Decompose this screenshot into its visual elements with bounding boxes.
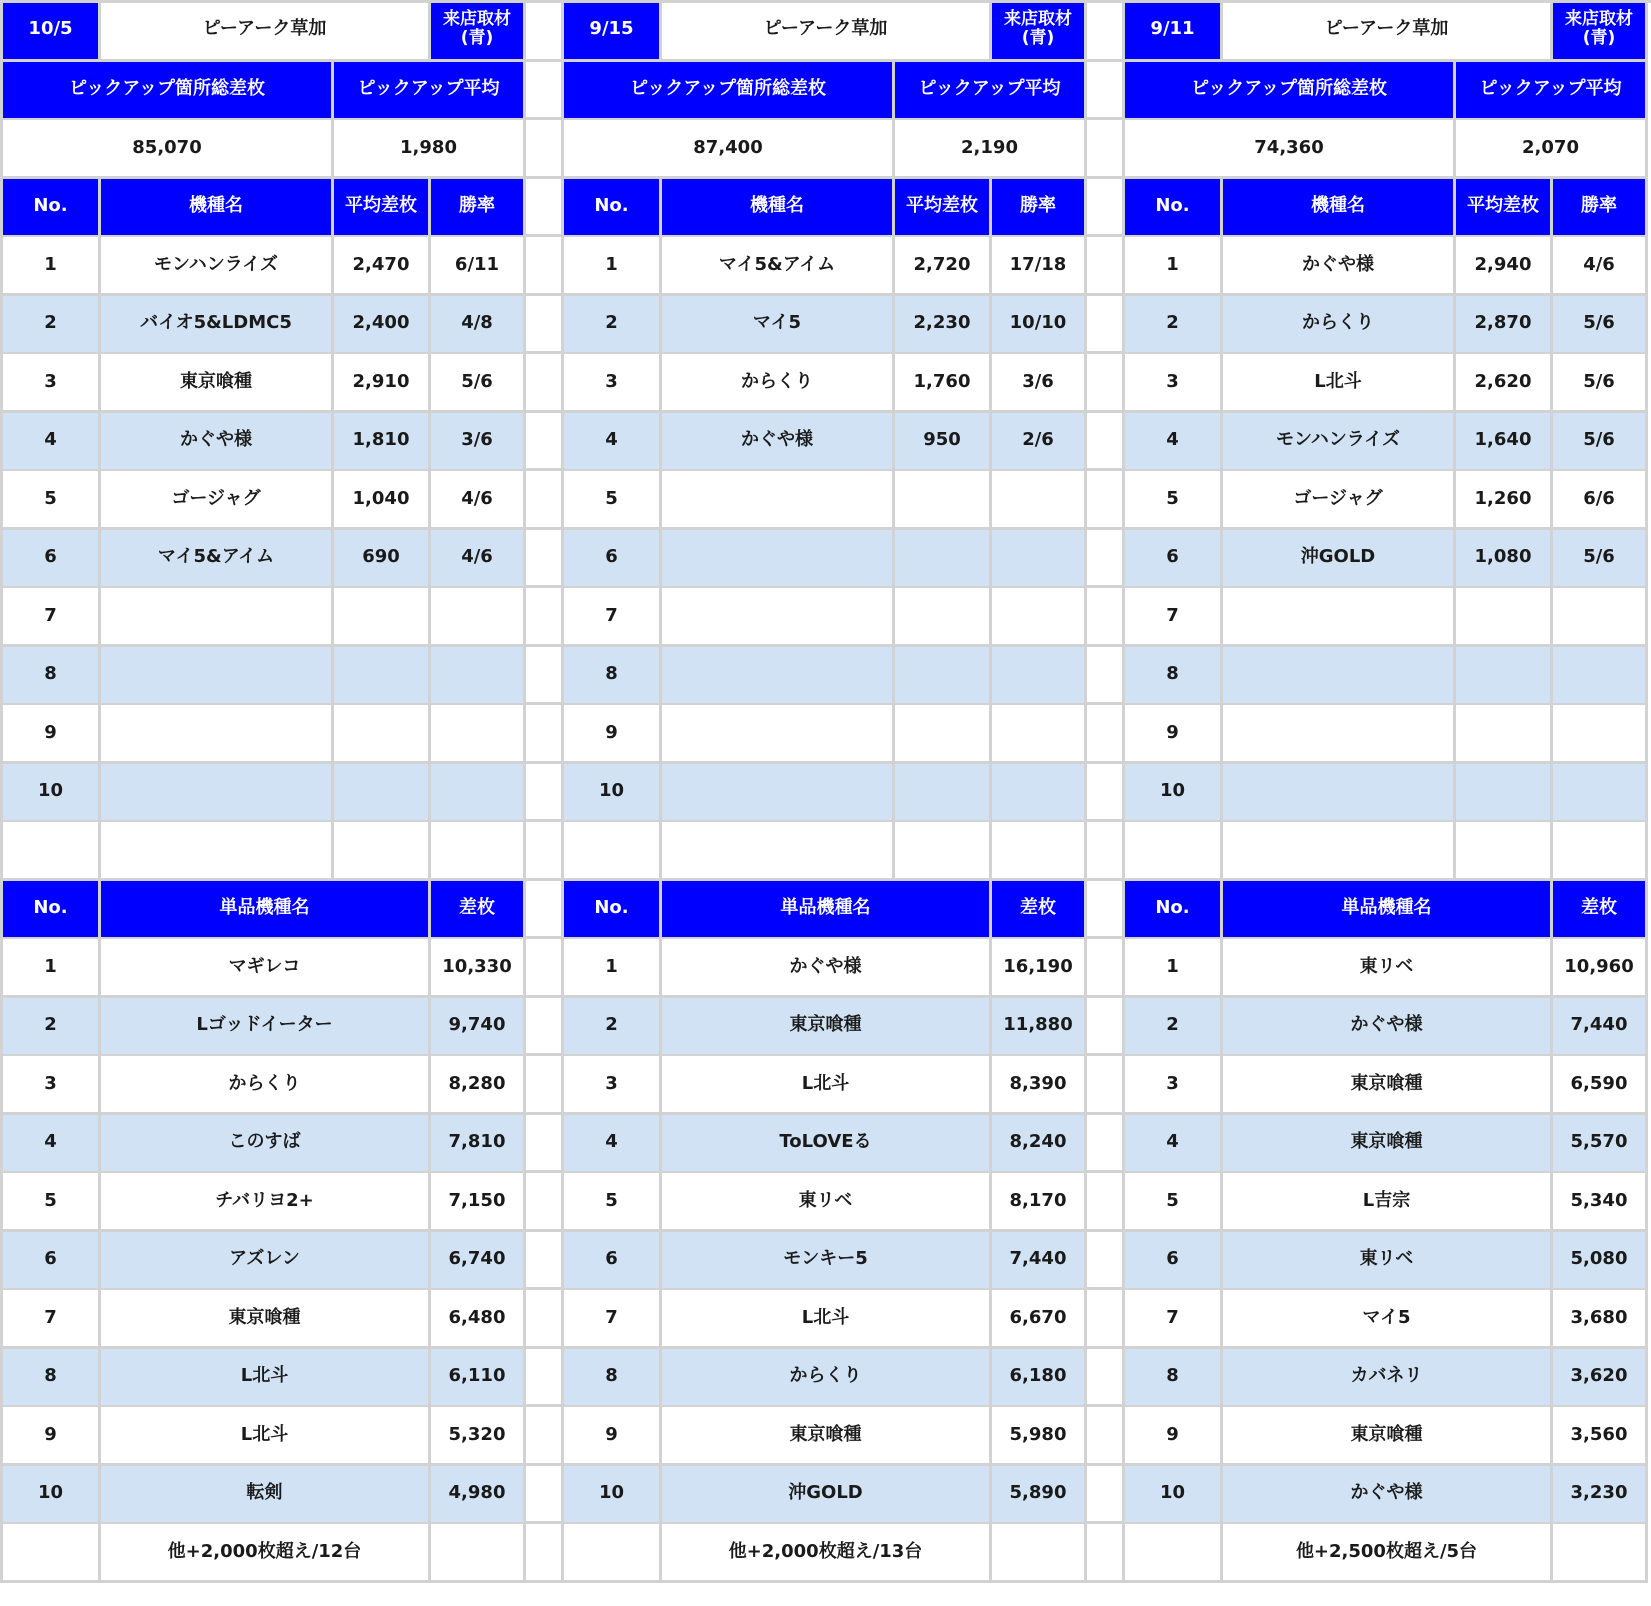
single-name-header: 単品機種名: [101, 881, 431, 940]
single-row-diff: 6,480: [431, 1290, 526, 1349]
spacer-cell: [895, 822, 992, 881]
pickup-row-rate: [1553, 588, 1648, 647]
single-row-name: 東京喰種: [101, 1290, 431, 1349]
pickup-row-name: バイオ5&LDMC5: [101, 296, 334, 355]
single-row-diff: 4,980: [431, 1466, 526, 1525]
pickup-row-rate: 5/6: [1553, 296, 1648, 355]
pickup-row-no: 8: [3, 647, 101, 706]
pickup-row-name: [101, 764, 334, 823]
pickup-row-avg: 2,400: [334, 296, 431, 355]
pickup-row-avg: [334, 764, 431, 823]
pickup-row-avg: 1,260: [1456, 471, 1553, 530]
single-row-name: かぐや様: [1223, 1466, 1553, 1525]
single-row-diff: 6,670: [992, 1290, 1087, 1349]
single-row-no: 8: [3, 1349, 101, 1408]
pickup-row-rate: 5/6: [1553, 413, 1648, 472]
pickup-row-rate: 6/6: [1553, 471, 1648, 530]
single-row-diff: 8,240: [992, 1115, 1087, 1174]
pickup-row-name: [662, 705, 895, 764]
pickup-row-avg: [895, 647, 992, 706]
pickup-row-name: マイ5: [662, 296, 895, 355]
single-row-name: 東リベ: [1223, 1232, 1553, 1291]
pickup-row-no: 6: [564, 530, 662, 589]
date-cell: 10/5: [3, 0, 101, 62]
pickup-row-name: [1223, 705, 1456, 764]
single-row-diff: 6,110: [431, 1349, 526, 1408]
pickup-row-name: [101, 647, 334, 706]
single-row-no: 2: [3, 998, 101, 1057]
pickup-row-rate: 17/18: [992, 237, 1087, 296]
single-row-diff: 8,170: [992, 1173, 1087, 1232]
pickup-row-rate: 3/6: [992, 354, 1087, 413]
single-row-name: からくり: [662, 1349, 992, 1408]
single-no-header: No.: [1125, 881, 1223, 940]
pickup-row-avg: [1456, 705, 1553, 764]
pickup-avg-header: 平均差枚: [895, 179, 992, 238]
single-row-name: モンキー5: [662, 1232, 992, 1291]
block-separator: [1087, 0, 1125, 1583]
pickup-row-rate: [431, 588, 526, 647]
pickup-row-rate: [1553, 647, 1648, 706]
pickup-row-no: 6: [1125, 530, 1223, 589]
pickup-row-name: [1223, 647, 1456, 706]
date-cell: 9/11: [1125, 0, 1223, 62]
pickup-row-name: [662, 530, 895, 589]
pickup-row-no: 2: [3, 296, 101, 355]
pickup-row-rate: 5/6: [1553, 530, 1648, 589]
single-row-name: かぐや様: [1223, 998, 1553, 1057]
pickup-row-no: 9: [3, 705, 101, 764]
pickup-row-rate: 3/6: [431, 413, 526, 472]
pickup-row-no: 1: [3, 237, 101, 296]
pickup-row-rate: [1553, 705, 1648, 764]
single-row-name: 東京喰種: [1223, 1056, 1553, 1115]
pickup-row-no: 6: [3, 530, 101, 589]
pickup-row-name: からくり: [1223, 296, 1456, 355]
single-row-name: L吉宗: [1223, 1173, 1553, 1232]
single-row-diff: 8,280: [431, 1056, 526, 1115]
pickup-row-no: 9: [564, 705, 662, 764]
pickup-row-no: 4: [1125, 413, 1223, 472]
pickup-row-name: [662, 588, 895, 647]
single-row-name: 東リベ: [1223, 939, 1553, 998]
pickup-row-no: 10: [564, 764, 662, 823]
footer-blank: [1553, 1524, 1648, 1583]
single-name-header: 単品機種名: [662, 881, 992, 940]
pickup-row-rate: [992, 588, 1087, 647]
pickup-row-no: 7: [1125, 588, 1223, 647]
store-name: ピーアーク草加: [1223, 0, 1553, 62]
store-name: ピーアーク草加: [101, 0, 431, 62]
report-block-3: [1125, 0, 1651, 1606]
pickup-row-rate: 5/6: [1553, 354, 1648, 413]
pickup-row-name: 沖GOLD: [1223, 530, 1456, 589]
pickup-row-no: 5: [564, 471, 662, 530]
pickup-row-rate: [992, 705, 1087, 764]
pickup-row-name: マイ5&アイム: [662, 237, 895, 296]
pickup-row-rate: 6/11: [431, 237, 526, 296]
summary-avg-header: ピックアップ平均: [895, 62, 1087, 121]
single-row-no: 5: [1125, 1173, 1223, 1232]
pickup-avg-header: 平均差枚: [334, 179, 431, 238]
pickup-row-no: 10: [3, 764, 101, 823]
single-row-diff: 5,340: [1553, 1173, 1648, 1232]
pickup-row-no: 7: [3, 588, 101, 647]
pickup-row-avg: 2,620: [1456, 354, 1553, 413]
pickup-rate-header: 勝率: [1553, 179, 1648, 238]
summary-avg-value: 1,980: [334, 120, 526, 179]
date-cell: 9/15: [564, 0, 662, 62]
spacer-cell: [1553, 822, 1648, 881]
sheet-top-border: [0, 0, 1651, 3]
single-row-no: 6: [1125, 1232, 1223, 1291]
single-row-no: 3: [3, 1056, 101, 1115]
single-row-name: チバリヨ2+: [101, 1173, 431, 1232]
pickup-row-name: からくり: [662, 354, 895, 413]
single-no-header: No.: [3, 881, 101, 940]
single-diff-header: 差枚: [992, 881, 1087, 940]
footer-blank: [564, 1524, 662, 1583]
single-row-no: 6: [564, 1232, 662, 1291]
single-row-no: 3: [564, 1056, 662, 1115]
store-name: ピーアーク草加: [662, 0, 992, 62]
pickup-row-rate: [1553, 764, 1648, 823]
single-row-no: 4: [564, 1115, 662, 1174]
single-row-diff: 8,390: [992, 1056, 1087, 1115]
pickup-row-no: 3: [564, 354, 662, 413]
pickup-row-name: [101, 588, 334, 647]
pickup-row-avg: 1,080: [1456, 530, 1553, 589]
spacer-cell: [1125, 822, 1223, 881]
pickup-row-rate: [431, 705, 526, 764]
pickup-row-no: 4: [564, 413, 662, 472]
block-separator: [526, 0, 564, 1583]
single-row-name: 転剣: [101, 1466, 431, 1525]
single-row-diff: 7,440: [992, 1232, 1087, 1291]
summary-total-value: 74,360: [1125, 120, 1456, 179]
spacer-cell: [564, 822, 662, 881]
pickup-row-name: [1223, 588, 1456, 647]
coverage-tag: 来店取材 (青): [1553, 0, 1648, 62]
pickup-row-name: かぐや様: [101, 413, 334, 472]
pickup-row-avg: 2,230: [895, 296, 992, 355]
summary-avg-value: 2,190: [895, 120, 1087, 179]
spacer-cell: [334, 822, 431, 881]
pickup-row-avg: 1,760: [895, 354, 992, 413]
single-row-name: からくり: [101, 1056, 431, 1115]
footer-note: 他+2,000枚超え/12台: [101, 1524, 431, 1583]
summary-avg-value: 2,070: [1456, 120, 1648, 179]
single-row-name: ToLOVEる: [662, 1115, 992, 1174]
summary-total-value: 85,070: [3, 120, 334, 179]
single-row-no: 10: [1125, 1466, 1223, 1525]
pickup-row-avg: [1456, 647, 1553, 706]
summary-avg-header: ピックアップ平均: [334, 62, 526, 121]
pickup-row-rate: 10/10: [992, 296, 1087, 355]
spacer-cell: [1456, 822, 1553, 881]
single-row-no: 3: [1125, 1056, 1223, 1115]
single-row-no: 7: [3, 1290, 101, 1349]
single-row-no: 9: [1125, 1407, 1223, 1466]
pickup-row-name: [662, 471, 895, 530]
summary-total-header: ピックアップ箇所総差枚: [564, 62, 895, 121]
pickup-row-avg: [1456, 588, 1553, 647]
single-row-diff: 3,560: [1553, 1407, 1648, 1466]
pickup-row-avg: [1456, 764, 1553, 823]
single-row-no: 9: [3, 1407, 101, 1466]
single-row-no: 2: [564, 998, 662, 1057]
pickup-row-no: 3: [1125, 354, 1223, 413]
pickup-rate-header: 勝率: [431, 179, 526, 238]
single-row-diff: 3,620: [1553, 1349, 1648, 1408]
pickup-row-avg: 950: [895, 413, 992, 472]
footer-note: 他+2,500枚超え/5台: [1223, 1524, 1553, 1583]
spacer-cell: [992, 822, 1087, 881]
pickup-row-name: マイ5&アイム: [101, 530, 334, 589]
single-row-diff: 7,810: [431, 1115, 526, 1174]
single-row-name: Lゴッドイーター: [101, 998, 431, 1057]
single-row-name: カバネリ: [1223, 1349, 1553, 1408]
pickup-row-avg: [895, 530, 992, 589]
single-row-name: 東京喰種: [1223, 1115, 1553, 1174]
pickup-row-no: 5: [3, 471, 101, 530]
single-row-diff: 6,740: [431, 1232, 526, 1291]
pickup-row-avg: 1,040: [334, 471, 431, 530]
pickup-row-rate: [992, 647, 1087, 706]
single-row-no: 1: [564, 939, 662, 998]
pickup-row-avg: 2,910: [334, 354, 431, 413]
single-row-no: 6: [3, 1232, 101, 1291]
pickup-row-avg: 1,810: [334, 413, 431, 472]
single-row-no: 4: [1125, 1115, 1223, 1174]
single-row-diff: 5,320: [431, 1407, 526, 1466]
pickup-row-name: [662, 764, 895, 823]
single-row-name: アズレン: [101, 1232, 431, 1291]
single-row-name: マイ5: [1223, 1290, 1553, 1349]
single-row-diff: 5,570: [1553, 1115, 1648, 1174]
single-row-diff: 7,440: [1553, 998, 1648, 1057]
spacer-cell: [3, 822, 101, 881]
summary-total-header: ピックアップ箇所総差枚: [1125, 62, 1456, 121]
report-block-1: [3, 0, 529, 1606]
pickup-rate-header: 勝率: [992, 179, 1087, 238]
pickup-row-avg: [334, 705, 431, 764]
single-row-name: かぐや様: [662, 939, 992, 998]
pickup-row-no: 4: [3, 413, 101, 472]
pickup-row-avg: [895, 588, 992, 647]
pickup-row-no: 8: [564, 647, 662, 706]
pickup-row-no: 10: [1125, 764, 1223, 823]
single-row-diff: 11,880: [992, 998, 1087, 1057]
single-row-name: L北斗: [662, 1290, 992, 1349]
summary-avg-header: ピックアップ平均: [1456, 62, 1648, 121]
pickup-row-name: かぐや様: [1223, 237, 1456, 296]
single-row-name: L北斗: [101, 1349, 431, 1408]
footer-blank: [1125, 1524, 1223, 1583]
pickup-row-no: 2: [1125, 296, 1223, 355]
pickup-row-avg: 2,940: [1456, 237, 1553, 296]
footer-blank: [992, 1524, 1087, 1583]
spacer-cell: [662, 822, 895, 881]
pickup-row-name: [662, 647, 895, 706]
single-row-diff: 6,590: [1553, 1056, 1648, 1115]
pickup-row-name: [1223, 764, 1456, 823]
single-no-header: No.: [564, 881, 662, 940]
single-diff-header: 差枚: [1553, 881, 1648, 940]
pickup-no-header: No.: [1125, 179, 1223, 238]
pickup-row-name: モンハンライズ: [1223, 413, 1456, 472]
report-block-2: [564, 0, 1090, 1606]
pickup-row-rate: [431, 647, 526, 706]
pickup-row-avg: [895, 764, 992, 823]
single-row-diff: 10,330: [431, 939, 526, 998]
single-row-no: 5: [564, 1173, 662, 1232]
single-row-no: 10: [564, 1466, 662, 1525]
single-row-no: 4: [3, 1115, 101, 1174]
pickup-row-no: 1: [564, 237, 662, 296]
coverage-tag: 来店取材 (青): [992, 0, 1087, 62]
pickup-row-avg: 2,870: [1456, 296, 1553, 355]
single-row-diff: 7,150: [431, 1173, 526, 1232]
pickup-avg-header: 平均差枚: [1456, 179, 1553, 238]
pickup-row-no: 9: [1125, 705, 1223, 764]
pickup-row-avg: 2,470: [334, 237, 431, 296]
single-row-no: 1: [1125, 939, 1223, 998]
single-row-no: 1: [3, 939, 101, 998]
pickup-row-avg: [895, 471, 992, 530]
single-row-name: L北斗: [101, 1407, 431, 1466]
single-row-name: 東リベ: [662, 1173, 992, 1232]
pickup-row-avg: [895, 705, 992, 764]
spacer-cell: [101, 822, 334, 881]
pickup-name-header: 機種名: [662, 179, 895, 238]
single-row-name: 沖GOLD: [662, 1466, 992, 1525]
pickup-row-no: 5: [1125, 471, 1223, 530]
footer-note: 他+2,000枚超え/13台: [662, 1524, 992, 1583]
pickup-row-rate: [992, 471, 1087, 530]
pickup-row-avg: 690: [334, 530, 431, 589]
footer-blank: [431, 1524, 526, 1583]
single-row-name: L北斗: [662, 1056, 992, 1115]
single-row-name: 東京喰種: [662, 1407, 992, 1466]
pickup-row-rate: 2/6: [992, 413, 1087, 472]
single-row-diff: 5,890: [992, 1466, 1087, 1525]
pickup-row-rate: 5/6: [431, 354, 526, 413]
single-row-name: このすば: [101, 1115, 431, 1174]
pickup-row-name: モンハンライズ: [101, 237, 334, 296]
pickup-row-rate: 4/6: [1553, 237, 1648, 296]
pickup-row-name: 東京喰種: [101, 354, 334, 413]
single-row-diff: 3,680: [1553, 1290, 1648, 1349]
pickup-row-rate: 4/6: [431, 530, 526, 589]
pickup-row-rate: [992, 530, 1087, 589]
single-row-no: 8: [1125, 1349, 1223, 1408]
pickup-row-no: 2: [564, 296, 662, 355]
single-row-name: 東京喰種: [662, 998, 992, 1057]
single-row-diff: 10,960: [1553, 939, 1648, 998]
pickup-row-rate: [431, 764, 526, 823]
pickup-no-header: No.: [3, 179, 101, 238]
single-row-diff: 6,180: [992, 1349, 1087, 1408]
single-row-diff: 5,080: [1553, 1232, 1648, 1291]
spacer-cell: [431, 822, 526, 881]
single-row-no: 5: [3, 1173, 101, 1232]
pickup-name-header: 機種名: [1223, 179, 1456, 238]
pickup-name-header: 機種名: [101, 179, 334, 238]
pickup-row-avg: 1,640: [1456, 413, 1553, 472]
footer-blank: [3, 1524, 101, 1583]
single-row-diff: 16,190: [992, 939, 1087, 998]
single-diff-header: 差枚: [431, 881, 526, 940]
single-row-no: 7: [564, 1290, 662, 1349]
pickup-row-name: [101, 705, 334, 764]
single-row-name: 東京喰種: [1223, 1407, 1553, 1466]
pickup-row-no: 1: [1125, 237, 1223, 296]
single-row-no: 7: [1125, 1290, 1223, 1349]
single-row-no: 2: [1125, 998, 1223, 1057]
pickup-row-name: ゴージャグ: [101, 471, 334, 530]
spacer-cell: [1223, 822, 1456, 881]
pickup-row-no: 3: [3, 354, 101, 413]
pickup-no-header: No.: [564, 179, 662, 238]
pickup-row-avg: [334, 647, 431, 706]
single-row-diff: 3,230: [1553, 1466, 1648, 1525]
single-row-name: マギレコ: [101, 939, 431, 998]
single-row-diff: 9,740: [431, 998, 526, 1057]
pickup-row-name: かぐや様: [662, 413, 895, 472]
pickup-row-no: 8: [1125, 647, 1223, 706]
coverage-tag: 来店取材 (青): [431, 0, 526, 62]
pickup-row-avg: 2,720: [895, 237, 992, 296]
pickup-row-name: ゴージャグ: [1223, 471, 1456, 530]
single-name-header: 単品機種名: [1223, 881, 1553, 940]
pickup-row-rate: 4/8: [431, 296, 526, 355]
single-row-no: 9: [564, 1407, 662, 1466]
single-row-diff: 5,980: [992, 1407, 1087, 1466]
single-row-no: 8: [564, 1349, 662, 1408]
pickup-row-rate: 4/6: [431, 471, 526, 530]
sheet-left-border: [0, 0, 3, 1583]
summary-total-header: ピックアップ箇所総差枚: [3, 62, 334, 121]
summary-total-value: 87,400: [564, 120, 895, 179]
pickup-row-no: 7: [564, 588, 662, 647]
pickup-row-name: L北斗: [1223, 354, 1456, 413]
single-row-no: 10: [3, 1466, 101, 1525]
pickup-row-avg: [334, 588, 431, 647]
pickup-row-rate: [992, 764, 1087, 823]
